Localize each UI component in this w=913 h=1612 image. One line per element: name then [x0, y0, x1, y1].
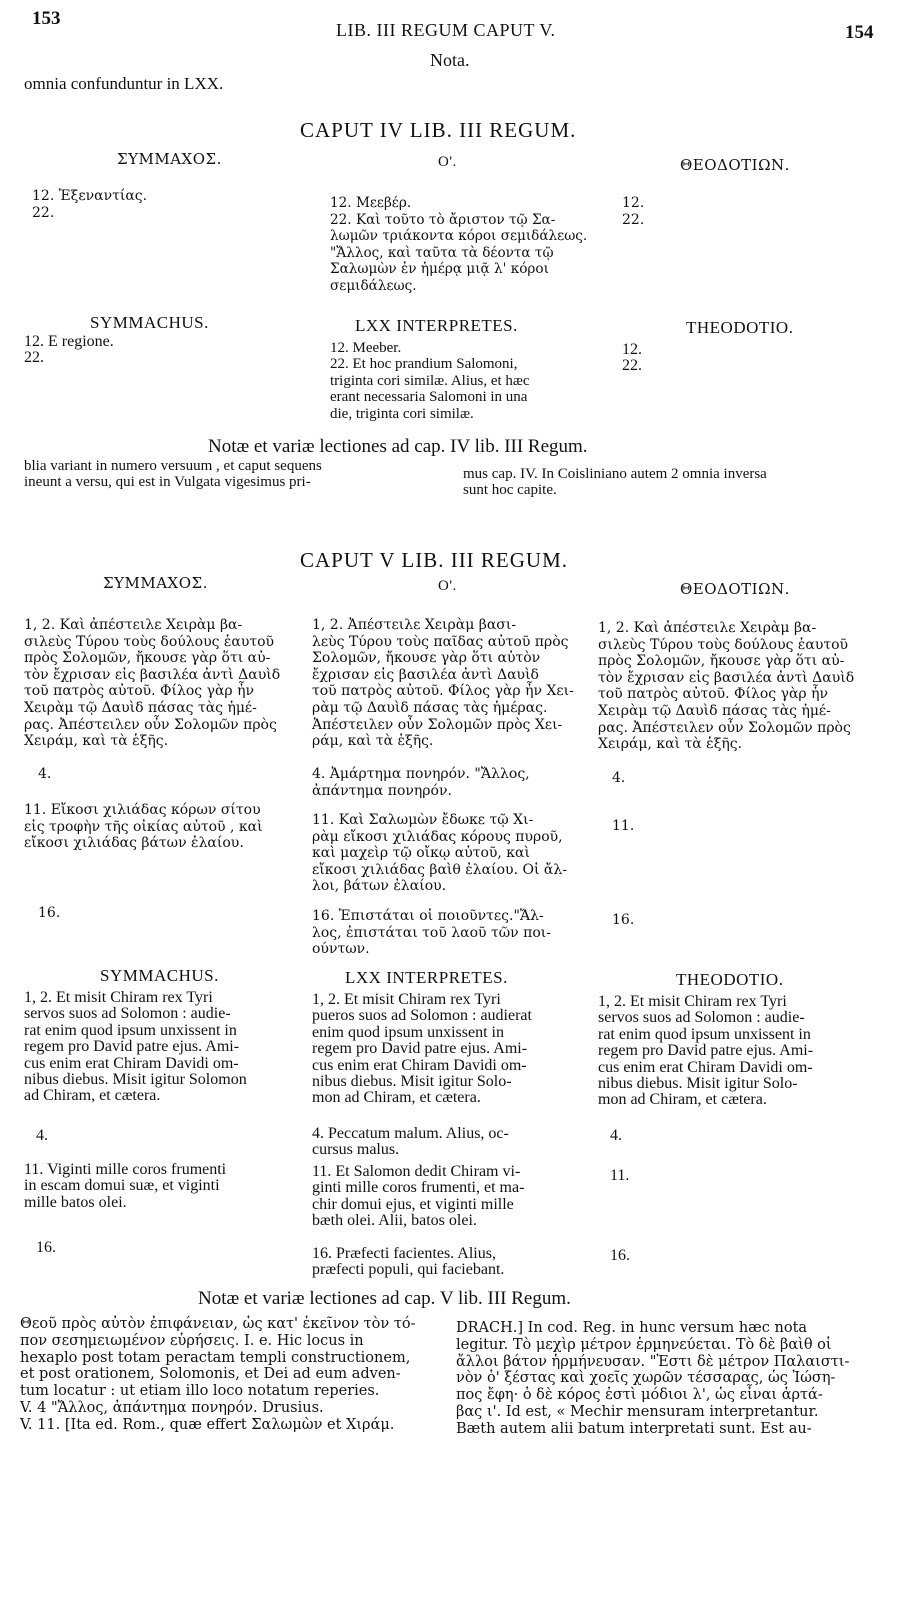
- left-page-number: 153: [32, 8, 61, 29]
- right-page-number: 154: [845, 22, 874, 43]
- caput5-theodotio-latin-v11: 11.: [610, 1167, 630, 1184]
- caput5-lxx-latin-v16: 16. Præfecti facientes. Alius, præfecti populi, qui faciebant.: [312, 1245, 505, 1279]
- caput4-lxx-latin: 12. Meeber. 22. Et hoc prandium Salomoni, triginta cori similæ. Alius, et hæc erant necessaria Salomoni in una die, triginta cori similæ.: [330, 340, 530, 422]
- caput5-symmachus-latin-v16: 16.: [36, 1239, 56, 1256]
- caput5-col-theodotio-lat: THEODOTIO.: [676, 970, 784, 989]
- caput4-col-theodotio-lat: THEODOTIO.: [686, 318, 794, 337]
- caput4-symmachus-latin: 12. E regione. 22.: [24, 333, 114, 367]
- caput5-lxx-greek-v4: 4. Ἀμάρτημα πονηρόν. "Ἄλλος, ἀπάντημα πονηρόν.: [312, 766, 530, 799]
- caput5-symmachus-latin-v4: 4.: [36, 1127, 48, 1144]
- caput4-title: CAPUT IV LIB. III REGUM.: [300, 118, 577, 142]
- caput5-theodotio-latin-v4: 4.: [610, 1127, 622, 1144]
- caput5-col-theodotion: ΘΕΟΔΟΤΙΩΝ.: [680, 580, 790, 598]
- caput4-notes-left: blia variant in numero versuum , et caput sequens ineunt a versu, qui est in Vulgata vigesimus pri-: [24, 458, 322, 491]
- caput5-theodotion-greek-v1: 1, 2. Καὶ ἀπέστειλε Χειρὰμ βα- σιλεὺς Τύρου τοὺς δούλους ἑαυτοῦ πρὸς Σολομῶν, ἤκουσε γὰρ ὅτι αὐ- τὸν ἔχρισαν εἰς βασιλέα ἀντὶ Δαυὶδ τοῦ πατρὸς αὐτοῦ. Φίλος γὰρ ἦν Χειρὰμ τῷ Δαυὶδ πάσας τὰς ἡμέ- ρας. Ἀπέστειλεν οὖν Σολομῶν πρὸς Χειράμ, καὶ τὰ ἑξῆς.: [598, 620, 855, 753]
- caput5-symmachus-latin-v1: 1, 2. Et misit Chiram rex Tyri servos suos ad Solomon : audie- rat enim quod ipsum unxissent in regem pro David patre ejus. Ami- cus enim erat Chiram Davidi om- nibus diebus. Misit igitur Solomon ad Chiram, et cætera.: [24, 989, 247, 1105]
- caput5-notes-title: Notæ et variæ lectiones ad cap. V lib. III Regum.: [198, 1288, 571, 1309]
- caput5-symmachus-greek-v16: 16.: [38, 905, 61, 921]
- caput4-notes-title: Notæ et variæ lectiones ad cap. IV lib. III Regum.: [208, 436, 588, 457]
- caput5-theodotion-greek-v11: 11.: [612, 818, 635, 834]
- caput5-lxx-greek-v1: 1, 2. Ἀπέστειλε Χειρὰμ βασι- λεὺς Τύρου τοὺς παῖδας αὐτοῦ πρὸς Σολομῶν, ἤκουσε γὰρ ὅτι αὐτὸν ἔχρισαν εἰς βασιλέα ἀντὶ Δαυὶδ τοῦ πατρὸς αὐτοῦ. Φίλος γὰρ ἦν Χει- ρὰμ τῷ Δαυὶδ πάσας τὰς ἡμέρας. Ἀπέστειλεν οὖν Σολομῶν πρὸς Χει- ράμ, καὶ τὰ ἑξῆς.: [312, 617, 574, 750]
- caput5-lxx-latin-v11: 11. Et Salomon dedit Chiram vi- ginti mille coros frumenti, et ma- chir domui ejus, et viginti mille bæth olei. Alii, batos olei.: [312, 1163, 525, 1230]
- caput4-col-symmachos: ΣΥΜΜΑΧΟΣ.: [117, 150, 222, 168]
- caput4-col-lxx-lat: LXX INTERPRETES.: [355, 316, 518, 335]
- caput5-title: CAPUT V LIB. III REGUM.: [300, 548, 569, 572]
- caput4-col-theodotion: ΘΕΟΔΟΤΙΩΝ.: [680, 156, 790, 174]
- caput5-notes-left: Θεοῦ πρὸς αὐτὸν ἐπιφάνειαν, ὡς κατ' ἐκεῖνον τὸν τό- πον σεσημειωμένον εὑρήσεις. I. e. Hic locus in hexaplo post totam peractam templi constructionem, et post orationem, Solomonis, et Dei ad eum adven- tum locatur : ut etiam illo loco notatum reperies. V. 4 "Ἄλλος, ἀπάντημα πονηρόν. Drusius. V. 11. [Ita ed. Rom., quæ effert Σαλωμὼν et Χιράμ.: [20, 1316, 416, 1433]
- caput5-symmachus-greek-v1: 1, 2. Καὶ ἀπέστειλε Χειρὰμ βα- σιλεὺς Τύρου τοὺς δούλους ἑαυτοῦ πρὸς Σολομῶν, ἤκουσε γὰρ ὅτι αὐ- τὸν ἔχρισαν εἰς βασιλέα ἀντὶ Δαυὶδ τοῦ πατρὸς αὐτοῦ. Φίλος γὰρ ἦν Χειρὰμ τῷ Δαυὶδ πάσας τὰς ἡμέ- ρας. Ἀπέστειλεν οὖν Σολομῶν πρὸς Χειράμ, καὶ τὰ ἑξῆς.: [24, 617, 281, 750]
- caput5-theodotion-greek-v4: 4.: [612, 770, 626, 786]
- caput5-symmachus-greek-v11: 11. Εἴκοσι χιλιάδας κόρων σίτου εἰς τροφὴν τῆς οἰκίας αὐτοῦ , καὶ εἴκοσι χιλιάδας βάτων ἐλαίου.: [24, 802, 263, 852]
- caput4-col-symmachus-lat: SYMMACHUS.: [90, 313, 209, 332]
- nota-heading: Nota.: [430, 50, 470, 70]
- caput5-symmachus-latin-v11: 11. Viginti mille coros frumenti in escam domui suæ, et viginti mille batos olei.: [24, 1161, 227, 1211]
- caput4-lxx-greek: 12. Μεεβέρ. 22. Καὶ τοῦτο τὸ ἄριστον τῷ Σα- λωμῶν τριάκοντα κόροι σεμιδάλεως. "Ἄλλος, καὶ ταῦτα τὰ δέοντα τῷ Σαλωμὼν ἐν ἡμέρᾳ μιᾷ λ' κόροι σεμιδάλεως.: [330, 195, 588, 294]
- caput5-col-symmachos: ΣΥΜΜΑΧΟΣ.: [103, 574, 208, 592]
- caput5-symmachus-greek-v4: 4.: [38, 766, 52, 782]
- caput5-col-symmachus-lat: SYMMACHUS.: [100, 966, 219, 985]
- caput5-theodotion-greek-v16: 16.: [612, 912, 635, 928]
- caput5-notes-right: DRACH.] In cod. Reg. in hunc versum hæc nota legitur. Τὸ μεχὶρ μέτρον ἑρμηνεύεται. Τὸ δὲ βαὶθ οἱ ἄλλοι βάτον ἡρμήνευσαν. "Ἐστι δὲ μέτρον Παλαιστι- νὸν ὁ' ξέστας καὶ χοεῖς χωρῶν τέσσαρας, ὡς Ἰώση- πος ἔφη· ὁ δὲ κόρος ἐστὶ μόδιοι λ', ὡς εἶναι ἀρτά- βας ι'. Id est, « Mechir mensuram interpretantur. Bæth autem alii batum interpretati sunt. Est au-: [456, 1320, 850, 1437]
- caput5-theodotio-latin-v1: 1, 2. Et misit Chiram rex Tyri servos suos ad Solomon : audie- rat enim quod ipsum unxissent in regem pro David patre ejus. Ami- cus enim erat Chiram Davidi om- nibus diebus. Misit igitur Solo- mon ad Chiram, et cætera.: [598, 993, 814, 1109]
- caput5-lxx-greek-v11: 11. Καὶ Σαλωμὼν ἔδωκε τῷ Χι- ρὰμ εἴκοσι χιλιάδας κόρους πυροῦ, καὶ μαχεὶρ τῷ οἴκῳ αὐτοῦ, καὶ εἴκοσι χιλιάδας βαὶθ ἐλαίου. Οἱ ἄλ- λοι, βάτων ἐλαίου.: [312, 812, 567, 895]
- caput5-lxx-latin-v1: 1, 2. Et misit Chiram rex Tyri pueros suos ad Solomon : audierat enim quod ipsum unxissent in regem pro David patre ejus. Ami- cus enim erat Chiram Davidi om- nibus diebus. Misit igitur Solo- mon ad Chiram, et cætera.: [312, 991, 532, 1107]
- caput4-theodotio-latin: 12. 22.: [622, 341, 642, 375]
- caput5-theodotio-latin-v16: 16.: [610, 1247, 630, 1264]
- caput5-col-lxx: Ο'.: [438, 578, 457, 594]
- caput4-notes-right: mus cap. IV. In Coisliniano autem 2 omnia inversa sunt hoc capite.: [463, 466, 767, 499]
- caput4-theodotion-greek: 12. 22.: [622, 195, 645, 228]
- caput5-col-lxx-lat: LXX INTERPRETES.: [345, 968, 508, 987]
- top-note: omnia confunduntur in LXX.: [24, 74, 224, 93]
- caput5-lxx-latin-v4: 4. Peccatum malum. Alius, oc- cursus malus.: [312, 1125, 509, 1159]
- caput5-lxx-greek-v16: 16. Ἐπιστάται οἱ ποιοῦντες."Ἄλ- λος, ἐπιστάται τοῦ λαοῦ τῶν ποι- ούντων.: [312, 908, 551, 958]
- caput4-symmachus-greek: 12. Ἐξεναντίας. 22.: [32, 188, 148, 221]
- running-title: LIB. III REGUM CAPUT V.: [336, 20, 556, 40]
- caput4-col-lxx: Ο'.: [438, 154, 457, 170]
